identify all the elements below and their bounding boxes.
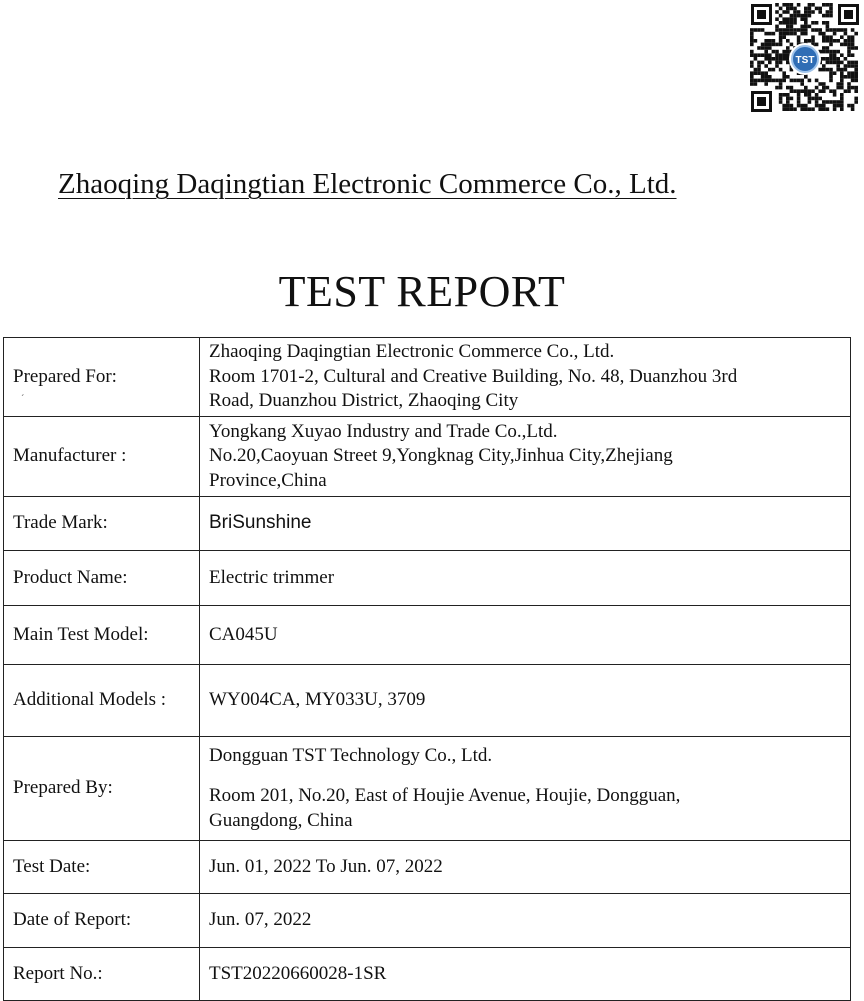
row-trade-mark: [4, 497, 851, 551]
value-line: Room 1701-2, Cultural and Creative Building, No. 48, Duanzhou 3rd: [209, 365, 738, 387]
value-line: Guangdong, China: [209, 809, 353, 831]
row-value: CA045U: [200, 606, 851, 665]
row-main-test-model: [4, 606, 851, 665]
row-prepared-for: [4, 338, 851, 417]
stray-mark: ˊ: [21, 394, 25, 405]
finder-bottom-left: [751, 91, 772, 112]
row-test-date: [4, 841, 851, 894]
finder-top-right: [838, 4, 859, 25]
value-line: Zhaoqing Daqingtian Electronic Commerce Co., Ltd.: [209, 341, 615, 363]
row-date-of-report: [4, 894, 851, 948]
row-report-no: [4, 948, 851, 1001]
row-value: Electric trimmer: [200, 551, 851, 606]
company-title: Zhaoqing Daqingtian Electronic Commerce Co., Ltd.: [58, 168, 677, 200]
report-title: TEST REPORT: [278, 267, 566, 316]
row-prepared-by: [4, 737, 851, 841]
row-value: Jun. 01, 2022 To Jun. 07, 2022: [200, 841, 851, 894]
row-value: [200, 338, 851, 417]
row-additional-models: [4, 665, 851, 737]
row-label: Prepared By:: [4, 737, 200, 841]
value-line: Room 201, No.20, East of Houjie Avenue, Houjie, Dongguan,: [209, 785, 681, 807]
row-value: [200, 417, 851, 497]
row-label: Main Test Model:: [4, 606, 200, 665]
qr-code-icon: [749, 2, 861, 114]
tst-logo-text: TST: [795, 55, 815, 66]
value-line: No.20,Caoyuan Street 9,Yongknag City,Jinhua City,Zhejiang: [209, 445, 673, 467]
row-value: Jun. 07, 2022: [200, 894, 851, 948]
row-value: WY004CA, MY033U, 3709: [200, 665, 851, 737]
value-line: Dongguan TST Technology Co., Ltd.: [209, 744, 493, 766]
finder-top-left: [751, 4, 772, 25]
row-value: BriSunshine: [200, 497, 851, 551]
row-value: [200, 737, 851, 841]
row-label: Test Date:: [4, 841, 200, 894]
report-info-table: [3, 337, 851, 1001]
row-label: Manufacturer :: [4, 417, 200, 497]
row-label: Product Name:: [4, 551, 200, 606]
row-value: TST20220660028-1SR: [200, 948, 851, 1001]
row-label: Prepared For:: [4, 338, 200, 417]
value-line: Province,China: [209, 469, 327, 491]
row-label: Additional Models :: [4, 665, 200, 737]
row-label: Trade Mark:: [4, 497, 200, 551]
row-manufacturer: [4, 417, 851, 497]
row-label: Report No.:: [4, 948, 200, 1001]
row-label: Date of Report:: [4, 894, 200, 948]
value-line: Road, Duanzhou District, Zhaoqing City: [209, 390, 519, 412]
value-line: Yongkang Xuyao Industry and Trade Co.,Ltd.: [209, 420, 558, 442]
row-product-name: [4, 551, 851, 606]
